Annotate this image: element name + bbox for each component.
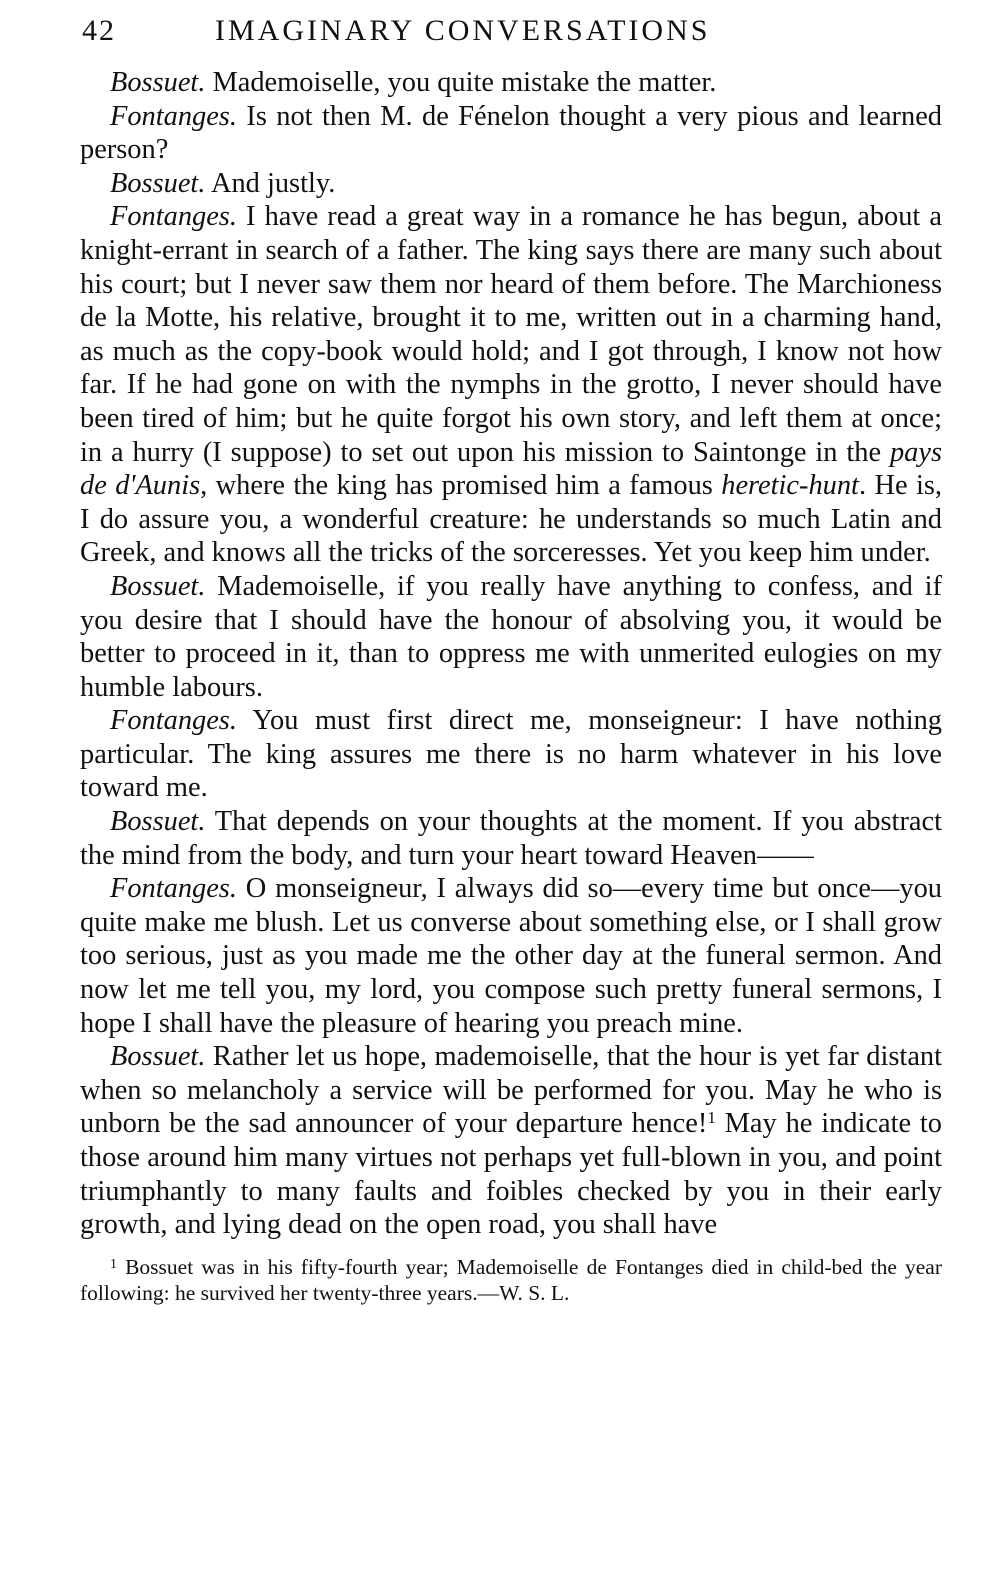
dialogue-paragraph [80, 704, 942, 805]
speech-text: That depends on your thoughts at the moment. If you abstract the mind from the body, and turn your heart toward Heaven—— [80, 806, 942, 871]
speech-text: And justly. [205, 167, 336, 199]
speech-text: You must first direct me, monseigneur: I have nothing particular. The king assures me there is no harm whatever in his love toward me. [80, 705, 942, 804]
book-page [80, 0, 942, 1306]
running-head [80, 8, 942, 54]
speaker-name: Fontanges. [110, 100, 237, 132]
footnote-mark: 1 [110, 1256, 117, 1272]
speech-text: I have read a great way in a romance he has begun, about a knight-errant in search of a father. The king says there are many such about his court; but I never saw them nor heard of them before. The Marchioness de la Motte, his relative, brought it to me, written out in a charming hand, as much as the copy-book would hold; and I got through, I know not how far. If he had gone on with the nymphs in the grotto, I never should have been tired of him; but he quite forgot his own story, and left them at once; in a hurry (I suppose) to set out upon his mission to Saintonge in the [80, 201, 942, 468]
speaker-name: Bossuet. [110, 167, 206, 199]
speaker-name: Fontanges. [110, 705, 237, 737]
speaker-name: Bossuet. [110, 570, 206, 602]
footnote-text: Bossuet was in his fifty-fourth year; Mademoiselle de Fontanges died in child-bed the year following: he survived her twenty-three years.—W. S. L. [80, 1254, 942, 1305]
page-number: 42 [82, 14, 116, 47]
dialogue-paragraph [80, 66, 942, 100]
running-title: IMAGINARY CONVERSATIONS [215, 14, 711, 47]
speech-text: O monseigneur, I always did so—every time but once—you quite make me blush. Let us converse about something else, or I shall grow too serious, just as you made me the other day at the funeral sermon. And now let me tell you, my lord, you compose such pretty funeral sermons, I hope I shall have the pleasure of hearing you preach mine. [80, 873, 942, 1039]
dialogue-paragraph [80, 1040, 942, 1242]
italic-phrase: pays de d'Aunis [80, 436, 942, 502]
speaker-name: Fontanges. [110, 873, 237, 905]
footnote [80, 1254, 942, 1306]
dialogue-paragraph [80, 167, 942, 201]
speaker-name: Fontanges. [110, 201, 237, 233]
dialogue-paragraph [80, 570, 942, 704]
speech-text: Is not then M. de Fénelon thought a very pious and learned person? [80, 100, 942, 166]
dialogue-paragraph [80, 100, 942, 167]
dialogue-paragraph [80, 872, 942, 1040]
dialogue-paragraph [80, 805, 942, 872]
speaker-name: Bossuet. [110, 67, 206, 98]
speaker-name: Bossuet. [110, 1041, 206, 1073]
speech-text: Mademoiselle, if you really have anything to confess, and if you desire that I should have the honour of absolving you, it would be better to proceed in it, than to oppress me with unmerited eulogies on my humble labours. [80, 570, 942, 703]
speech-text: May he indicate to those around him many virtues not perhaps yet full-blown in you, and point triumphantly to many faults and foibles checked by you in their early growth, and lying dead on the open road, you shall have [80, 1108, 943, 1241]
footnote-reference: 1 [707, 1108, 716, 1128]
speaker-name: Bossuet. [110, 806, 206, 838]
body-text [80, 66, 942, 1242]
speech-text: Rather let us hope, mademoiselle, that the hour is yet far distant when so melancholy a service will be performed for you. May he who is unborn be the sad announcer of your departure hence! [80, 1041, 942, 1140]
italic-phrase: heretic-hunt [721, 470, 859, 502]
speech-text: . He is, I do assure you, a wonderful creature: he understands so much Latin and Greek, and knows all the tricks of the sorceresses. Yet you keep him under. [80, 470, 942, 569]
dialogue-paragraph [80, 200, 942, 570]
speech-text: , where the king has promised him a famous [200, 470, 722, 502]
speech-text: Mademoiselle, you quite mistake the matter. [205, 67, 717, 98]
